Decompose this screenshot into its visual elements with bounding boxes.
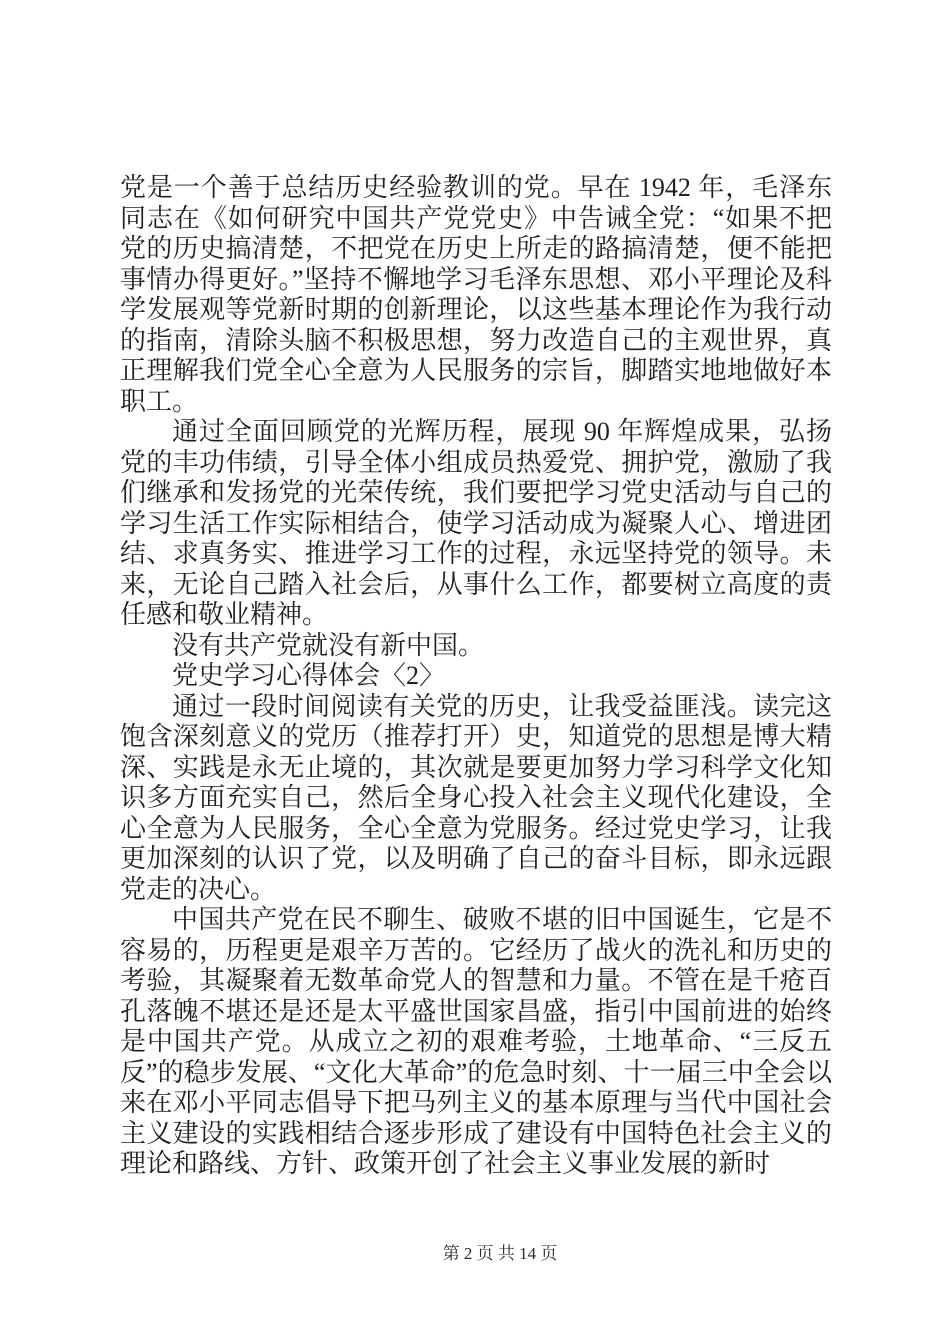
paragraph: 中国共产党在民不聊生、破败不堪的旧中国诞生，它是不容易的，历程更是艰辛万苦的。它经历了战火的洗礼和历史的考验，其凝聚着无数革命党人的智慧和力量。不管在是千疮百孔落魄不堪还是还是太平盛世国家昌盛，指引中国前进的始终是中国共产党。从成立之初的艰难考验，土地革命、“三反五反”的稳步发展、“文化大革命”的危急时刻、十一届三中全会以来在邓小平同志倡导下把马列主义的基本原理与当代中国社会主义建设的实践相结合逐步形成了建设有中国特色社会主义的理论和路线、方针、政策开创了社会主义事业发展的新时 <box>120 905 832 1178</box>
paragraph: 党史学习心得体会〈2〉 <box>172 661 446 690</box>
page-number-label: 第 2 页 共 14 页 <box>442 1244 558 1263</box>
paragraph: 通过全面回顾党的光辉历程，展现 90 年辉煌成果，弘扬党的丰功伟绩，引导全体小组成员热爱党、拥护党，激励了我们继承和发扬党的光荣传统，我们要把学习党史活动与自己的学习生活工作实际相结合，使学习活动成为凝聚人心、增进团结、求真务实、推进学习工作的过程，永远坚持党的领导。未来，无论自己踏入社会后，从事什么工作，都要树立高度的责任感和敬业精神。 <box>120 417 832 629</box>
page-footer <box>0 1243 950 1265</box>
document-body <box>120 173 832 1180</box>
paragraph: 没有共产党就没有新中国。 <box>172 630 485 660</box>
paragraph: 党是一个善于总结历史经验教训的党。早在 1942 年，毛泽东同志在《如何研究中国共产党党史》中告诫全党：“如果不把党的历史搞清楚，不把党在历史上所走的路搞清楚，便不能把事情办得更好。”坚持不懈地学习毛泽东思想、邓小平理论及科学发展观等党新时期的创新理论，以这些基本理论作为我行动的指南，清除头脑不积极思想，努力改造自己的主观世界，真正理解我们党全心全意为人民服务的宗旨，脚踏实地地做好本职工。 <box>120 173 832 416</box>
paragraph: 通过一段时间阅读有关党的历史，让我受益匪浅。读完这饱含深刻意义的党历（推荐打开）史，知道党的思想是博大精深、实践是永无止境的，其次就是要更加努力学习科学文化知识多方面充实自己，然后全身心投入社会主义现代化建设，全心全意为人民服务，全心全意为党服务。经过党史学习，让我更加深刻的认识了党，以及明确了自己的奋斗目标，即永远跟党走的决心。 <box>120 691 832 904</box>
